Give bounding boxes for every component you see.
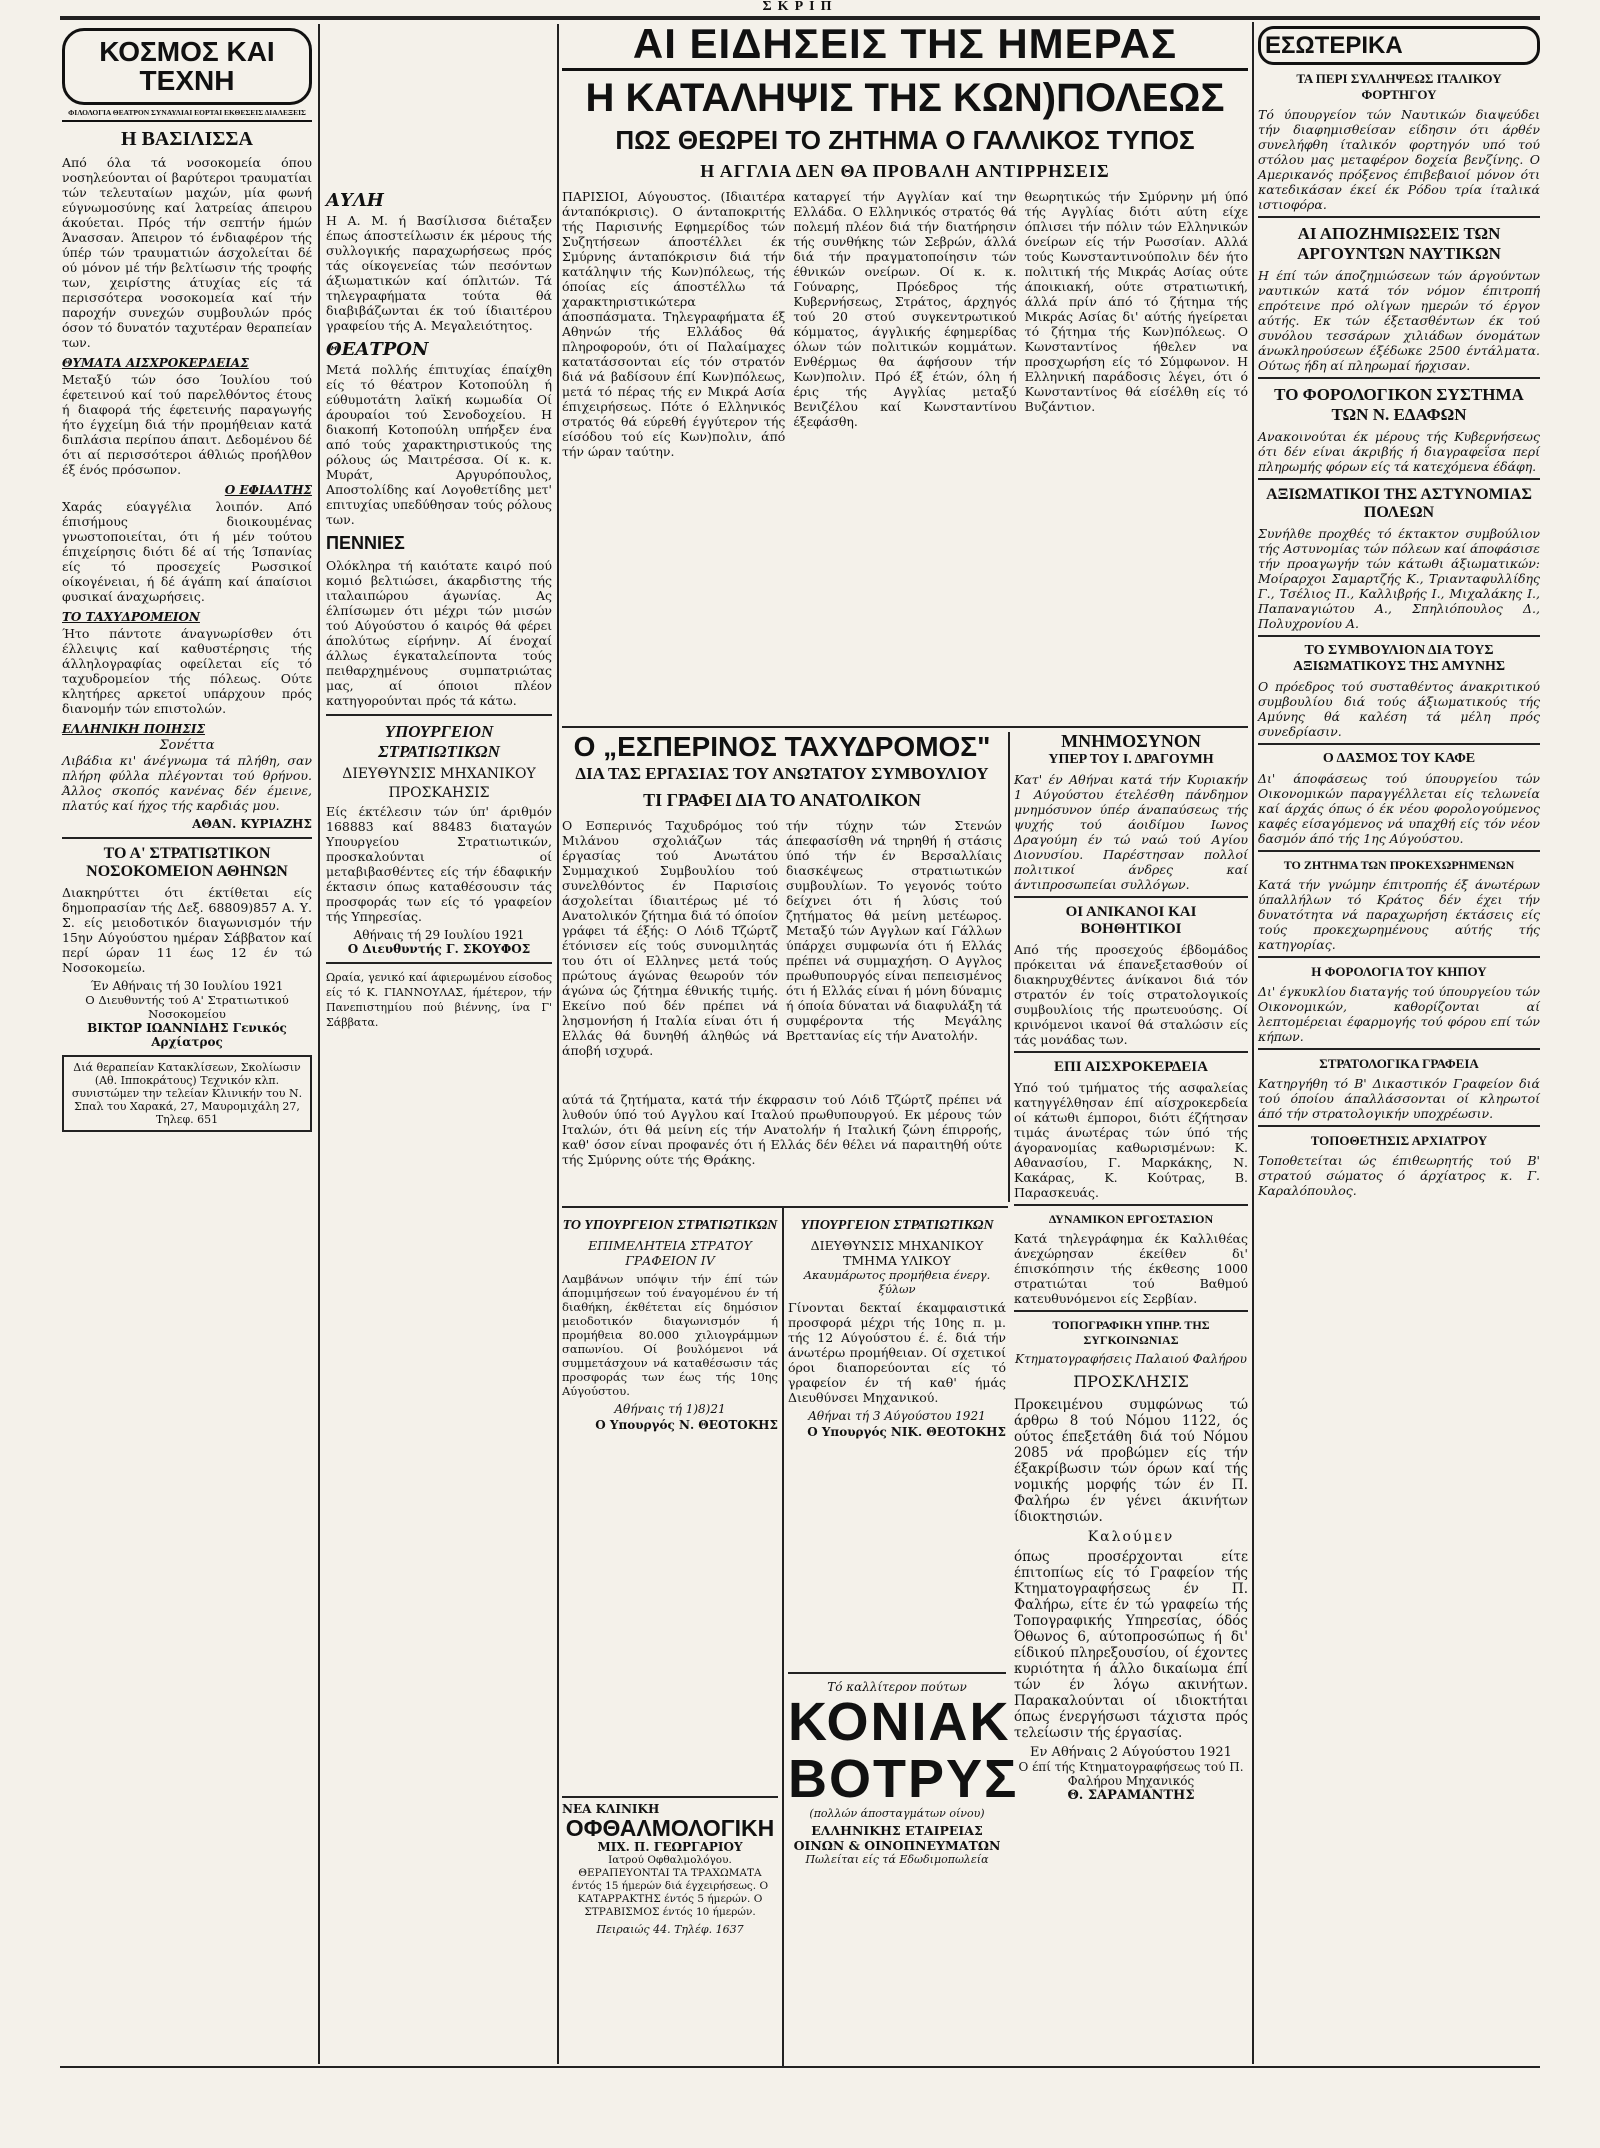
divider (1258, 956, 1540, 958)
topothetiseis-title: ΤΟΠΟΘΕΤΗΣΙΣ ΑΡΧΙΑΤΡΟΥ (1310, 1133, 1488, 1149)
koniak-intro: Τό καλλίτερον πούτων (827, 1680, 967, 1694)
nosokomeion-sig2: ΒΙΚΤΩΡ ΙΩΑΝΝΙΔΗΣ Γενικός Αρχίατρος (87, 1020, 287, 1049)
kipos-text: Δι' έγκυκλίου διαταγής τού ύπουργείου τών Οικονομικών, καθορίζονται αί λεπτομέρειαι έφαρμογής τού φόρου επί τών κήπων. (1258, 984, 1540, 1045)
nosokomeion-title: ΤΟ Α' ΣΤΡΑΤΙΩΤΙΚΟΝ ΝΟΣΟΚΟΜΕΙΟΝ ΑΘΗΝΩΝ (86, 844, 288, 880)
divider (326, 714, 552, 716)
mnimosynon-subtitle: ΥΠΕΡ ΤΟΥ Ι. ΔΡΑΓΟΥΜΗ (1048, 751, 1214, 767)
clinic-ad-text: Διά θεραπείαν Κατακλίσεων, Σκολίωσιν (Αθ. Ιπποκράτους) Τεχνικόν κλπ. συνιστώμεν την τελείαν Κλινικήν του Ν. Σπαλ του Χαρακά, 27, Μαυρομιχάλη 27, Τηλεφ. 651 (71, 1060, 303, 1126)
eidiseis-block (562, 22, 1248, 722)
themata-title: ΘΥΜΑΤΑ ΑΙΣΧΡΟΚΕΡΔΕΙΑΣ (62, 355, 249, 370)
ktimato-sig1: Ο έπί τής Κτηματογραφήσεως τού Π. Φαλήρου Μηχανικός (1018, 1759, 1244, 1788)
aisxrokerdeia-title: ΕΠΙ ΑΙΣΧΡΟΚΕΡΔΕΙΑ (1054, 1058, 1208, 1075)
column-rule-1 (318, 24, 320, 2064)
esoterika-title-box (1258, 26, 1540, 65)
stratologika-title: ΣΤΡΑΤΟΛΟΓΙΚΑ ΓΡΑΦΕΙΑ (1319, 1056, 1479, 1072)
ktimato-text2: όπως προσέρχονται είτε έπιτοπίως είς τό Γραφείον τής Κτηματογραφήσεως έν Π. Φαλήρω, είτε έν τώ γραφείω τής Τοπογραφικής Υπηρεσίας, όδός Όθωνος 6, αύτοπροσώπως ή δι' είδικού πληρεξουσίου, οί έχοντες κυριότητα ή άλλο δικαίωμα έπί τών έν λόγω ακινήτων. Παρακαλούνται οί ιδιοκτήται όπως ένεργήσωσι τάχιστα πρός τελείωσιν τής έργασίας. (1014, 1548, 1248, 1741)
ypourgeion1-title: ΥΠΟΥΡΓΕΙΟΝ ΣΤΡΑΤΙΩΤΙΚΩΝ (378, 722, 500, 761)
eidiseis-bottom-rule (562, 726, 1248, 728)
nosokomeion-sig1: Ο Διευθυντής τού Α' Στρατιωτικού Νοσοκομείου (85, 992, 289, 1021)
axiomatikoi-title: ΑΞΙΩΜΑΤΙΚΟΙ ΤΗΣ ΑΣΤΥΝΟΜΙΑΣ ΠΟΛΕΩΝ (1266, 486, 1532, 522)
masthead (60, 0, 1540, 16)
themata-text: Μεταξύ τών όσο Ίουλίου τού έφετεινού καί τού παρελθόντος έτους ή διαφορά τής έφετεινής παραγωγής ήτο έγχείμη διά τήν προμήθειαν κατά διπλάσια περίπου άπαιτ. Δεδομένου δέ ότι αί περισσότεροι άθλιώς προήλθον έξ ένός πρόσωπον. (62, 371, 312, 477)
basilissa-title: Η ΒΑΣΙΛΙΣΣΑ (121, 127, 253, 150)
ellhnikh-title: ΕΛΛΗΝΙΚΗ ΠΟΙΗΣΙΣ (62, 721, 205, 736)
ypourgeion3-text: Γίνονται δεκταί έκαμφαιστικά προσφορά μέχρι τής 10ης π. μ. τής 12 Αύγούστου έ. έ. διά τήν άνωτέρω προμήθειαν. Οί σχετικοί όροι διαπορεύονται είς τό γραφείον έν τή καθ' ήμάς Διευθύνσει Μηχανικού. (788, 1300, 1006, 1405)
divider (1258, 850, 1540, 852)
esoterika-title: ΕΣΩΤΕΡΙΚΑ (1265, 32, 1403, 59)
mnimosynon-title: ΜΝΗΜΟΣΥΝΟΝ (1061, 731, 1201, 751)
stratologika-text: Κατηργήθη τό Β' Δικαστικόν Γραφείον διά τού όποίου άπαλλάσσονται οί κληρωτοί άπό τήν στρατολογικήν υποχρέωσιν. (1258, 1076, 1540, 1122)
ktimato-kaloumen: Καλούμεν (1087, 1528, 1175, 1545)
theatron-title: ΘΕΑΤΡΟΝ (326, 339, 429, 360)
koniak-title: ΚΟΝΙΑΚ (788, 1692, 1011, 1752)
divider (1014, 1204, 1248, 1206)
divider (1258, 1125, 1540, 1127)
ypourgeion3-sub2: ΤΜΗΜΑ ΥΛΙΚΟΥ (843, 1253, 951, 1268)
eidiseis-col3: θεωρητικώς τήν Σμύρνην μή ύπό τής Αγγλίας διότι αύτη είχε όπλισει τήν πόλιν τών Ελληνικών όνείρων είς τήν Ρωσσίαν. Αλλά τούς Κωνσταντινούπολιν δέν ήτο πολιτική τής Μικράς Ασίας ούτε άποικιακή, ούτε στρατιωτική, άλλά πρίν άπό τό ζήτημα τής Μικράς Ασίας δι' αύτής ήγείρεται τό ζήτημα τής Κων)πόλεως. Ο Κωνσταντίνος ήθελεν να προσχωρήση είς τό Σύμφωνον. Η Ελληνική παράδοσις λέγει, ότι ό Κωνσταντίνος θά είσέλθη είς τό Βυζάντιον. (1024, 189, 1248, 415)
divider (1258, 635, 1540, 637)
ofthalmo-title: ΟΦΘΑΛΜΟΛΟΓΙΚΗ (565, 1815, 775, 1841)
apozimioseis-text: Η έπί τών άποζημιώσεων τών άργούντων ναυτικών κατά τόν νόμον έπιτροπή επρότεινε πρό ολίγων ημερών τό έργον αύτής. Εκ τών έξετασθέντων έκ τού συνόλου τεσσάρων χιλιάδων όνομάτων άνωκληρούσεων έξέδωκε 2500 έντάλματα. Ούτως ήδη αί πληρωμαί ήρχισαν. (1258, 268, 1540, 374)
eidiseis-col1: ΠΑΡΙΣΙΟΙ, Αύγουστος. (Ιδιαιτέρα άνταπόκρισις). Ο άνταποκριτής τής Παρισινής Εφημερίδος τών Συζητήσεων άποστέλλει έκ Σμύρνης άνταπόκρισιν διά τήν κατάληψιν τής Κων)πόλεως, τής όποίας είς άποστέλλω τά χαρακτηριστικώτερα άποσπάσματα. Τηλεγραφήματα έξ Αθηνών τής Ελλάδος θά πληροφορούν, ότι οί Παλαίμαχες κατατάσσονται είς τόν στρατόν διά νά βαδίσουν έπί Κων)πόλεως, μετά τό πέρας τής εν Μικρά Ασία έπιχειρήσεως. Πότε ό Ελληνικός στρατός θά εύρεθή έγγύτερον τής είσόδου τού είς Κων)πολιν, άπό τήν ώραν ταύτην. (562, 189, 786, 460)
esperinos-col3-block (562, 1092, 1002, 1167)
ktimato-text1: Προκειμένου συμφώνως τώ άρθρω 8 τού Νόμου 1122, ός ούτος έπεξετάθη διά τού Νόμου 2085 νά προβώμεν είς τήν έξακρίβωσιν τών όρων καί τής νομικής μορφής τών έν Π. Φαλήρω έν γένει άκινήτων ίδιοκτησιών. (1014, 1396, 1248, 1525)
ergostasio-title: ΔΥΝΑΜΙΚΟΝ ΕΡΓΟΣΤΑΣΙΟΝ (1048, 1211, 1214, 1226)
ofthalmo-top-rule (562, 1796, 778, 1798)
esperinos-columns (562, 818, 1002, 1062)
esperinos-col3: αύτά τά ζητήματα, κατά τήν έκφρασιν τού Λόιδ Τζώρτζ πρέπει νά λυθούν ύπό τού Αγγλου καί Ιταλού πρωθυπουργού. Εκ μέρους τών Ιταλών, ότι θά μείνη είς τήν Ανατολήν ή Ιταλική ζώνη έπιρροής, καθ' όσον είναι προφανές ότι ή Ελλάς δέν θέλει νά παραιτηθή ούτε τής Σμύρνης ούτε τής Θράκης. (562, 1092, 1002, 1167)
kafe-title: Ο ΔΑΣΜΟΣ ΤΟΥ ΚΑΦΕ (1322, 751, 1476, 767)
divider (1258, 377, 1540, 379)
divider (1014, 1051, 1248, 1053)
ktimato-sub: Κτηματογραφήσεις Παλαιού Φαλήρου (1015, 1351, 1247, 1366)
nosokomeion-date: Έν Αθήναις τή 30 Ιουλίου 1921 (90, 978, 284, 993)
kosmos-title-box (62, 28, 312, 105)
ypourgeion3-sig: Ο Υπουργός ΝΙΚ. ΘΕΟΤΟΚΗΣ (807, 1425, 1006, 1439)
column-rule-4 (1252, 22, 1254, 2064)
ypourgeion3-title: ΥΠΟΥΡΓΕΙΟΝ ΣΤΡΑΤΙΩΤΙΚΩΝ (800, 1218, 994, 1233)
poem: Λιβάδια κι' άνέγνωμα τά πλήθη, σαν πλήρη φύλλα πλέγονται τού θρήνου. Άλλος σκοπός κανένας δέν έμεινε, πλατύς καί ήχος τής καρδιάς μου. (62, 752, 312, 813)
ypourgeion1-date: Αθήναις τή 29 Ιουλίου 1921 (353, 928, 525, 942)
axiomatikoi-text: Συνήλθε προχθές τό έκτακτον συμβούλιον τής Αστυνομίας τών πόλεων καί άποφάσισε τήν προαγωγήν τών κάτωθι άξιωματικών: Μοίραρχοι Σαμαρτζής Κ., Τριανταφυλλίδης Γ., Τσέλιος Π., Καλλιβρής Ι., Μιχαλάκης Ι., Παπαναγιώτου Α., Σπηλιόπουλος Δ., Πολυχρονίου Α. (1258, 526, 1540, 632)
koniak-ad (788, 1680, 1019, 1930)
page-bottom-rule (60, 2066, 1540, 2068)
ypourgeion2-title: ΤΟ ΥΠΟΥΡΓΕΙΟΝ ΣΤΡΑΤΙΩΤΙΚΩΝ (562, 1218, 778, 1233)
divider (62, 837, 312, 839)
theatron-text: Μετά πολλής έπιτυχίας έπαίχθη είς τό θέατρον Κοτοπούλη ή εύθυμοτάτη λαϊκή κωμωδία Οί άρουραίοι τού Σενοδοχείου. Η διακοπή Κοτοπούλη υπήρξεν ένα από τούς χαρακτηριστικούς της ρόλους ώς Μαιτρέσσα. Οί κ. κ. Μυράτ, Αργυρόπουλος, Αποστολίδης καί Λογοθετίδης μετ' επιτυχίας υπεδύθησαν τούς ρόλους των. (326, 362, 552, 527)
koniak-company: ΕΛΛΗΝΙΚΗΣ ΕΤΑΙΡΕΙΑΣ ΟΙΝΩΝ & ΟΙΝΟΠΝΕΥΜΑΤΩΝ (793, 1823, 1001, 1854)
efiali-title: Ο ΕΦΙΑΛΤΗΣ (224, 482, 312, 497)
esperinos-col1: Ο Εσπερινός Ταχυδρόμος τού Μιλάνου σχολιάζων τάς έργασίας τού Ανωτάτου Συμμαχικού Συμβουλίου τού συνελθόντος έν Παρισίοις άσχολείται ίδιαιτέρως μέ τό Ανατολικόν ζήτημα διά τό όποίον γράφει τά έξής: Ο Λόιδ Τζώρτζ έτόνισεν είς τούς συνομιλητάς του ότι οί Ελληνες μετά τούς πρώτους άγώνας θεωρούν τόν άγώνα ώς ζήτημα έθνικής τιμής. Εκείνο πού δέν πρέπει νά λησμονήση ή Ιταλία είναι ότι ή Ελλάς θά δυνηθή άληθώς νά άποβή ισχυρά. (562, 818, 778, 1059)
mnimosynon-block (1014, 732, 1248, 2062)
kosmos-title: ΚΟΣΜΟΣ ΚΑΙ ΤΕΧΝΗ (99, 36, 275, 97)
ofthalmo-text: Ιατρού Οφθαλμολόγου. ΘΕΡΑΠΕΥΟΝΤΑΙ ΤΑ ΤΡΑΧΩΜΑΤΑ έντός 15 ήμερών διά έγχειρήσεως. Ο ΚΑΤΑΡΡΑΚΤΗΣ έντός 5 ήμερών. Ο ΣΤΡΑΒΙΣΜΟΣ έντός 10 ήμερών. (571, 1854, 769, 1919)
ads-top-rule (562, 1206, 1008, 1208)
xaxe-title: ΑΥΛΗ (326, 190, 384, 211)
mnimosynon-text: Κατ' έν Αθήναι κατά τήν Κυριακήν 1 Αύγούστου έτελέσθη πάνδημον μνημόσυνον ύπέρ άναπαύσεως τής ψυχής τού άοιδίμου Ιωνος Δραγούμη έν τώ ναώ τού Αγίου Διονυσίου. Παρέστησαν πολλοί πολιτικοί άνδρες καί άντιπροσωπείαι συλλόγων. (1014, 771, 1248, 892)
ypourgeion1-prosk: ΠΡΟΣΚΑΗΣΙΣ (388, 785, 490, 801)
column-rule-ads (782, 1206, 784, 2066)
divider (1014, 896, 1248, 898)
poem-title: Σονέττα (159, 737, 215, 753)
ktimato-sig2: Θ. ΣΑΡΑΜΑΝΤΗΣ (1067, 1787, 1195, 1803)
ypourgeion3-block (788, 1212, 1006, 1672)
topothetiseis-text: Τοποθετείται ώς έπιθεωρητής τού Β' στρατού σώματος ό άρχίατρος κ. Γ. Καραλόπουλος. (1258, 1153, 1540, 1199)
anikanoi-title: ΟΙ ΑΝΙΚΑΝΟΙ ΚΑΙ ΒΟΗΘΗΤΙΚΟΙ (1065, 903, 1197, 937)
masthead-name: ΣΚΡΙΠ (762, 0, 838, 14)
symvoulion-text: Ο πρόεδρος τού συσταθέντος άνακριτικού συμβουλίου διά τούς άξιωματικούς τής Αμύνης θά καλέση τά μέλη πρός συνεδρίασιν. (1258, 679, 1540, 740)
divider (326, 962, 552, 964)
ergostasio-text: Κατά τηλεγράφημα έκ Καλλιθέας άνεχώρησαν έκείθεν δι' έπισκόπησιν τής έκθεσης 1000 στρατιώται τού Βαθμού κατευθυνόμενοι είς Σερβίαν. (1014, 1230, 1248, 1306)
clinic-ad (62, 1055, 312, 1132)
esoterika-column (1258, 24, 1540, 2064)
ypourgeion1-sig: Ο Διευθυντής Γ. ΣΚΟΥΦΟΣ (347, 942, 531, 956)
esperinos-subtitle: ΔΙΑ ΤΑΣ ΕΡΓΑΣΙΑΣ ΤΟΥ ΑΝΩΤΑΤΟΥ ΣΥΜΒΟΥΛΙΟΥ (575, 764, 989, 784)
divider (1258, 1048, 1540, 1050)
koniak-title2: ΒΟΤΡΥΣ (788, 1748, 1019, 1809)
kosmos-column (62, 24, 312, 2064)
ktimato-prosk: ΠΡΟΣΚΛΗΣΙΣ (1073, 1371, 1189, 1391)
eidiseis-title: ΑΙ ΕΙΔΗΣΕΙΣ ΤΗΣ ΗΜΕΡΑΣ (562, 22, 1248, 71)
pennies-title: ΠΕΝΝΙΕΣ (326, 533, 405, 553)
ypourgeion2-date: Αθήναις τή 1)8)21 (614, 1402, 726, 1416)
divider (1014, 1310, 1248, 1312)
foros-text: Ανακοινούται έκ μέρους τής Κυβερνήσεως ότι δέν είναι άκριβής ή διαγραφεΐσα περί πληρωμής φόρων είς τά κατεχόμενα έδάφη. (1258, 429, 1540, 475)
poet: ΑΘΑΝ. ΚΥΡΙΑΖΗΣ (192, 816, 312, 831)
eidiseis-col2: καταργεί τήν Αγγλίαν καί την Ελλάδα. Ο Ελληνικός στρατός θά πολεμή πλέον διά τήν διατήρησιν τής συνθήκης τών Σεβρών, άλλά διά τήν πραγματοποίησιν τών έθνικών ονείρων. Οί κ. κ. Γούναρης, Πρόεδρος τής Κυβερνήσεως, Στράτος, άρχηγός τού 20 στού συγκεντρωτικού κόμματος, άγγλικής έφημερίδας όλων τών πολιτικών κομμάτων. Ενθέρμως θα άφήσουν τήν Κων)πολιν. Πρό έξ έτών, όλη ή έρις τής Αγγλίας μεταξύ Βενιζέλου καί Κωνσταντίνου έξεφάσθη. (793, 189, 1017, 430)
column-rule-3 (1008, 732, 1010, 1202)
kafe-text: Δι' άποφάσεως τού ύπουργείου τών Οικονομικών παραγγέλλεται είς τελωνεία καί άρχάς όπως ό έκ νέου φορολογούμενος καφές είσαγόμενος νά υπαχθή είς τόν νέον δασμόν άπό τής 1ης Αύγούστου. (1258, 771, 1540, 847)
kipos-title: Η ΦΟΡΟΛΟΓΙΑ ΤΟΥ ΚΗΠΟΥ (1311, 964, 1487, 980)
pennies-text: Ολόκληρα τή καιότατε καιρό πού κομιό βελτιώσει, άκαρδιστης τής ιταλαιπώρου άγωνίας. Ας έλπίσωμεν ότι μέχρι τών μισών τού Αύγούστου ό καιρός θά φέρει άπολύτως είρήνην. Αί ένοχαί άλλως έγκαταλείποντα τούς πειθαρχημένους συμπατριώτας μας, αί όποιοι πλέον κατηγορούνται πρός τά κάτω. (326, 558, 552, 708)
ypourgeion3-sub3: Ακαυμάρωτος προμήθεια ένεργ. ξύλων (803, 1268, 991, 1296)
esperinos-subsub: ΤΙ ΓΡΑΦΕΙ ΔΙΑ ΤΟ ΑΝΑΤΟΛΙΚΟΝ (643, 790, 921, 811)
ofthalmo-ad (562, 1802, 778, 1982)
eidiseis-subsub: Η ΑΓΓΛΙΑ ΔΕΝ ΘΑ ΠΡΟΒΑΛΗ ΑΝΤΙΡΡΗΣΕΙΣ (700, 161, 1110, 182)
eidiseis-subheadline: ΠΩΣ ΘΕΩΡΕΙ ΤΟ ΖΗΤΗΜΑ Ο ΓΑΛΛΙΚΟΣ ΤΥΠΟΣ (615, 125, 1195, 156)
ypourgeion2-sig: Ο Υπουργός Ν. ΘΕΟΤΟΚΗΣ (595, 1418, 778, 1432)
fortigou-title: ΤΑ ΠΕΡΙ ΣΥΛΛΗΨΕΩΣ ΙΤΑΛΙΚΟΥ ΦΟΡΤΗΓΟΥ (1296, 71, 1502, 103)
ktimato-title: ΤΟΠΟΓΡΑΦΙΚΗ ΥΠΗΡ. ΤΗΣ ΣΥΓΚΟΙΝΩΝΙΑΣ (1052, 1317, 1210, 1347)
foros-title: ΤΟ ΦΟΡΟΛΟΓΙΚΟΝ ΣΥΣΤΗΜΑ ΤΩΝ Ν. ΕΔΑΦΩΝ (1274, 385, 1524, 425)
ypourgeion2-sub2: ΓΡΑΦΕΙΟΝ ΙV (625, 1253, 715, 1268)
koniak-note: Πωλείται είς τά Εδωδιμοπωλεία (805, 1853, 989, 1867)
proxorimenon-title: ΤΟ ΖΗΤΗΜΑ ΤΩΝ ΠΡΟΚΕΧΩΡΗΜΕΝΩΝ (1283, 858, 1515, 873)
aisxrokerdeia-text: Υπό τού τμήματος τής ασφαλείας κατηγγέλθησαν έπί αίσχροκερδεία οί κάτωθι έμποροι, διότι έζήτησαν τιμάς άνωτέρας τών ύπό τής άγορανομίας καθωρισμένων: Κ. Αθανασίου, Γ. Μαρκάκης, Ν. Κακάρας, Κ. Κούτρας, Β. Παρασκευάς. (1014, 1079, 1248, 1200)
esperinos-block (562, 732, 1002, 1092)
apozimioseis-title: ΑΙ ΑΠΟΖΗΜΙΩΣΕΙΣ ΤΩΝ ΑΡΓΟΥΝΤΩΝ ΝΑΥΤΙΚΩΝ (1297, 224, 1501, 264)
eidiseis-headline: Η ΚΑΤΑΛΗΨΙΣ ΤΗΣ ΚΩΝ)ΠΟΛΕΩΣ (585, 76, 1225, 121)
koniak-sub: (πολλών άποσταγμάτων οίνου) (809, 1807, 985, 1821)
esperinos-col2: τήν τύχην τών Στενών άπεφασίσθη νά τηρηθή ή στάσις ύπό τήν έν Βερσαλλίαις διασκέψεως στρατιωτικών συμβουλίων. Το γεγονός τούτο δείχνει ότι ή λύσις τού ζητήματος θά μείνη μετέωρος. Μεταξύ τών Αγγλων καί Γάλλων ύπάρχει συμφωνία ότι ή Ελλάς πρέπει νά συμμαχήση. Ο Αγγλος πρωθυπουργός είναι πεπεισμένος ότι ή Ελλάς είναι ή μόνη δύναμις ή όποία δύναται νά διαφυλάξη τά συμφέροντα τής Μεγάλης Βρεττανίας είς τήν Ανατολήν. (786, 818, 1002, 1044)
ofthalmo-address: Πειραιώς 44. Τηλέφ. 1637 (596, 1923, 744, 1937)
column-rule-2 (557, 24, 559, 2064)
divider (1258, 478, 1540, 480)
kosmos-subtitle: ΦΙΛΟΛΟΓΙΑ ΘΕΑΤΡΟΝ ΣΥΝΑΥΛΙΑΙ ΕΟΡΤΑΙ ΕΚΘΕΣΕΙΣ ΔΙΑΛΕΞΕΙΣ (62, 109, 312, 122)
xaxe-text: Η Α. Μ. ή Βασίλισσα διέταξεν έπως άποστείλωσιν έκ μέρους τής συλλογικής παραχωρήσεως πρός τάς οίκογενείας τών πεσόντων άξιωματικών καί όπλιτών. Τά τηλεγραφήματα τούτα θά διαβιβάζωνται έκ τού ίδιαιτέρου γραφείου τής Α. Μεγαλειότητος. (326, 213, 552, 333)
ypourgeion3-sub1: ΔΙΕΥΘΥΝΣΙΣ ΜΗΧΑΝΙΚΟΥ (810, 1238, 984, 1253)
divider (1258, 216, 1540, 218)
ypourgeion2-block (562, 1212, 778, 1732)
divider (1258, 743, 1540, 745)
mid-column (326, 184, 552, 2064)
efiali-text: Χαράς εύαγγέλια λοιπόν. Από έπισήμους διοικουμένας γνωστοποιείται, ότι ή μέν τούτου έπιχείρησις διότι δέ αί τής Ίσπανίας είς τό προσεχείς Ρωσσικοί οίκογένειαι, ή δέ άγάπη καί άπαίσιοι φυσικαί άναχωρήσεις. (62, 498, 312, 604)
eidiseis-columns (562, 189, 1248, 463)
symvoulion-title: ΤΟ ΣΥΜΒΟΥΛΙΟΝ ΔΙΑ ΤΟΥΣ ΑΞΙΩΜΑΤΙΚΟΥΣ ΤΗΣ ΑΜΥΝΗΣ (1292, 643, 1506, 675)
ofthalmo-intro: ΝΕΑ ΚΛΙΝΙΚΗ (562, 1802, 660, 1816)
basilissa-text: Από όλα τά νοσοκομεία όπου νοσηλεύονται οί βαρύτεροι τραυματίαι τών τελευταίων μαχών, μία φωνή εύγνωμοσύνης καί λατρείας άπειρου άκούεται. Πρός τήν σεπτήν ήμών Άνασσαν. Άπειρον τό ένδιαφέρον τής ύπέρ τών τραυματιών άσχολείται δέ ού μόνον μέ τήν βελτίωσιν τής τροφής των, χειρίστης άτυχίας είς τά περισσότερα νοσοκομεία καί τήν παροχήν συνεχών συμβουλών πρός όσον τό δυνατόν ταχυτέραν θεραπείαν των. (62, 154, 312, 350)
nosokomeion-text: Διακηρύττει ότι έκτίθεται είς δημοπρασίαν τής Δεξ. 68809)857 Α. Υ. Σ. είς μειοδοτικόν διαγωνισμόν τήν 15ην Αύγούστου ημέραν Σάββατον καί περί ώραν 11 έως 12 έν τώ Νοσοκομείω. (62, 884, 312, 975)
ypourgeion1-sub: ΔΙΕΥΘΥΝΣΙΣ ΜΗΧΑΝΙΚΟΥ (342, 766, 536, 782)
giannoulis-text: Ωραία, γενικό καί άφιερωμένου είσοδος είς τό Κ. ΓΙΑΝΝΟΥΛΑΣ, ήμέτερον, τήν Πανεπιστημίου πού βιέννης, ίνα Γ' Σάββατα. (326, 971, 552, 1029)
ypourgeion2-sub1: ΕΠΙΜΕΛΗΤΕΙΑ ΣΤΡΑΤΟΥ (588, 1238, 752, 1253)
anikanoi-text: Από τής προσεχούς έβδομάδος πρόκειται νά έπανεξετασθούν οί διακηρυχθέντες άνίκανοι διά τόν στρατόν έν τοίς στρατολογικοίς συμβουλίοις τής πρωτευούσης. Οί κρινόμενοι ικανοί θά σταλώσιν είς τάς μονάδας των. (1014, 941, 1248, 1047)
taxydromeion-text: Ήτο πάντοτε άναγνωρίσθεν ότι έλλειψις καί καθυστέρησις τής άλληλογραφίας οφείλεται είς τό ταχυδρομείον τής πόλεως. Ούτε κλητήρες αρκετοί υπάρχουν πρός διανομήν τών επιστολών. (62, 625, 312, 716)
fortigou-text: Τό ύπουργείον τών Ναυτικών διαψεύδει τήν διαφημισθείσαν είδησιν ότι άρθέν συνελήφθη ίταλικόν φορτηγόν υπό τού στόλου μας μεταφέρον δοχεία βενζίνης. Ο Αμερικανός πρόξενος έπιβεβαιοί μόνον ότι κατεδικάσαν έκεί έκ Ρόδου τρία ίταλικά ιστιοφόρα. (1258, 107, 1540, 213)
ypourgeion1-text: Είς έκτέλεσιν τών ύπ' άριθμόν 168883 καί 88483 διαταγών Υπουργείου Στρατιωτικών, προσκαλούνται οί μεταβιβασθέντες είς τήν έδαφικήν έκτασιν όπως καταθέσουσιν τάς προσφοράς των είς τό γραφείον τής Υπηρεσίας. (326, 804, 552, 924)
proxorimenon-text: Κατά τήν γνώμην έπιτροπής έξ άνωτέρων ύπαλλήλων τό Κράτος δέν έχει τήν δυνατότητα νά παραχωρήση έκτάσεις είς τούς προκεχωρημένους αύτής τής κατηγορίας. (1258, 877, 1540, 953)
ktimato-date: Εν Αθήναις 2 Αύγούστου 1921 (1030, 1744, 1232, 1760)
ypourgeion3-date: Αθήναι τή 3 Αύγούστου 1921 (808, 1409, 986, 1423)
esperinos-title: Ο „ΕΣΠΕΡΙΝΟΣ ΤΑΧΥΔΡΟΜΟΣ" (573, 731, 991, 762)
ypourgeion2-text: Λαμβάνων υπόψιν τήν έπί τών άπομιμήσεων τού έναγομένου έν τή διαθήκη, έκθέτεται είς δημόσιον μειοδοτικόν διαγωνισμόν ή προμήθεια 80.000 χιλιογράμμων σαπωνίου. Οί βουλόμενοι νά συμμετάσχουν νά καταθέσωσιν τάς προσφοράς των έως τής 10ης Αύγούστου. (562, 1272, 778, 1398)
taxydromeion-title: ΤΟ ΤΑΧΥΔΡΟΜΕΙΟΝ (62, 609, 200, 624)
ofthalmo-doctor: ΜΙΧ. Π. ΓΕΩΡΓΑΡΙΟΥ (597, 1840, 743, 1855)
koniak-top-rule (788, 1672, 1006, 1674)
